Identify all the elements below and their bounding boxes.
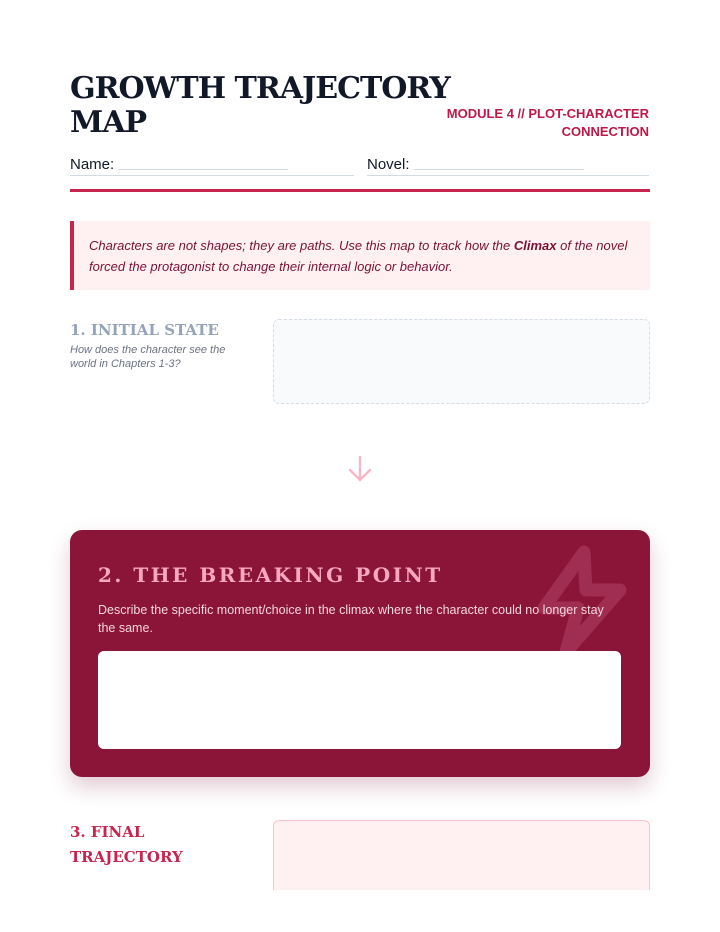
section-final-trajectory-title: 3. FINAL TRAJECTORY	[70, 823, 183, 866]
breaking-point-card	[70, 530, 650, 777]
instructions-callout	[70, 221, 650, 290]
final-trajectory-answer-box[interactable]	[273, 820, 650, 890]
novel-label: Novel:	[367, 156, 410, 173]
name-underline	[118, 169, 288, 170]
module-label: MODULE 4 // PLOT-CHARACTER CONNECTION	[446, 106, 649, 139]
arrow-down-icon	[345, 453, 375, 485]
section-breaking-point-prompt: Describe the specific moment/choice in the climax where the character could no longer stay the same.	[98, 603, 604, 635]
page-title: GROWTH TRAJECTORY MAP	[70, 71, 450, 140]
callout-emphasis: Climax	[513, 238, 557, 253]
section-breaking-point-title: 2. THE BREAKING POINT	[98, 563, 443, 587]
callout-text-after: of the novel forced the protagonist to change their internal logic or behavior.	[89, 238, 628, 274]
name-field[interactable]	[70, 156, 354, 176]
novel-underline	[414, 169, 584, 170]
breaking-point-answer-box[interactable]	[98, 651, 621, 749]
header-divider	[70, 189, 650, 192]
initial-state-answer-box[interactable]	[273, 319, 650, 404]
callout-text	[89, 235, 644, 277]
section-initial-state-prompt: How does the character see the world in Chapters 1-3?	[70, 344, 226, 370]
novel-field[interactable]	[367, 156, 649, 176]
callout-text-before: Characters are not shapes; they are paths. Use this map to track how the	[89, 238, 514, 253]
name-label: Name:	[70, 156, 115, 173]
section-initial-state-title: 1. INITIAL STATE	[70, 321, 219, 339]
